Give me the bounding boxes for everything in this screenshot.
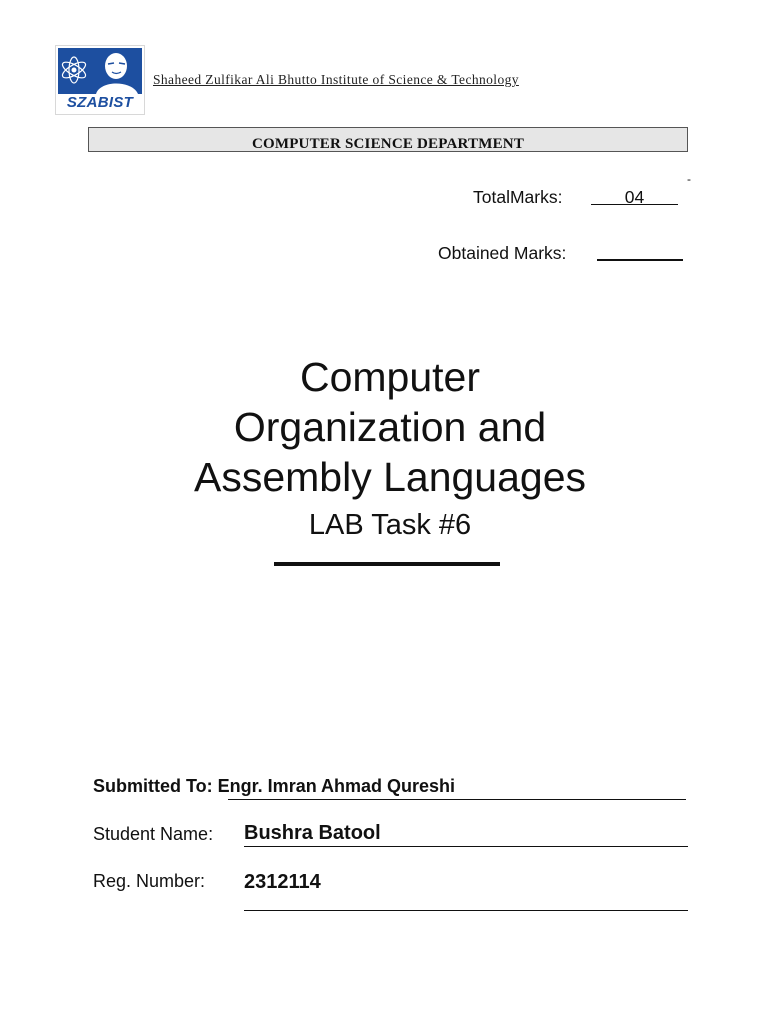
student-name-value: Bushra Batool <box>244 822 381 844</box>
obtained-marks-field <box>597 259 683 261</box>
institute-name: Shaheed Zulfikar Ali Bhutto Institute of Science & Technology <box>153 72 519 87</box>
logo-wordmark: SZABIST <box>66 94 134 111</box>
total-marks-label: TotalMarks: <box>473 187 563 207</box>
title-divider <box>274 562 500 566</box>
reg-number-value: 2312114 <box>244 871 321 893</box>
course-title-line-2: Organization and <box>233 404 547 450</box>
obtained-marks-label: Obtained Marks: <box>438 243 567 263</box>
reg-number-underline <box>244 910 688 911</box>
total-marks-underline <box>591 204 678 205</box>
submitted-to-row <box>93 776 455 797</box>
total-marks-value: 04 <box>624 187 645 207</box>
course-title <box>0 352 768 502</box>
submitted-to-value: Engr. Imran Ahmad Qureshi <box>217 776 456 796</box>
department-bar <box>88 127 688 152</box>
submitted-to-label: Submitted To: <box>93 776 213 796</box>
student-name-underline <box>244 846 688 847</box>
course-title-line-1: Computer <box>299 354 480 400</box>
tick-mark: - <box>687 172 691 186</box>
course-title-line-3: Assembly Languages <box>193 454 587 500</box>
szabist-logo <box>55 45 145 115</box>
lab-task-subtitle: LAB Task #6 <box>308 509 472 541</box>
submitted-to-underline <box>228 799 686 800</box>
reg-number-label: Reg. Number: <box>93 871 206 891</box>
department-title: COMPUTER SCIENCE DEPARTMENT <box>251 136 525 152</box>
student-name-label: Student Name: <box>93 824 214 844</box>
